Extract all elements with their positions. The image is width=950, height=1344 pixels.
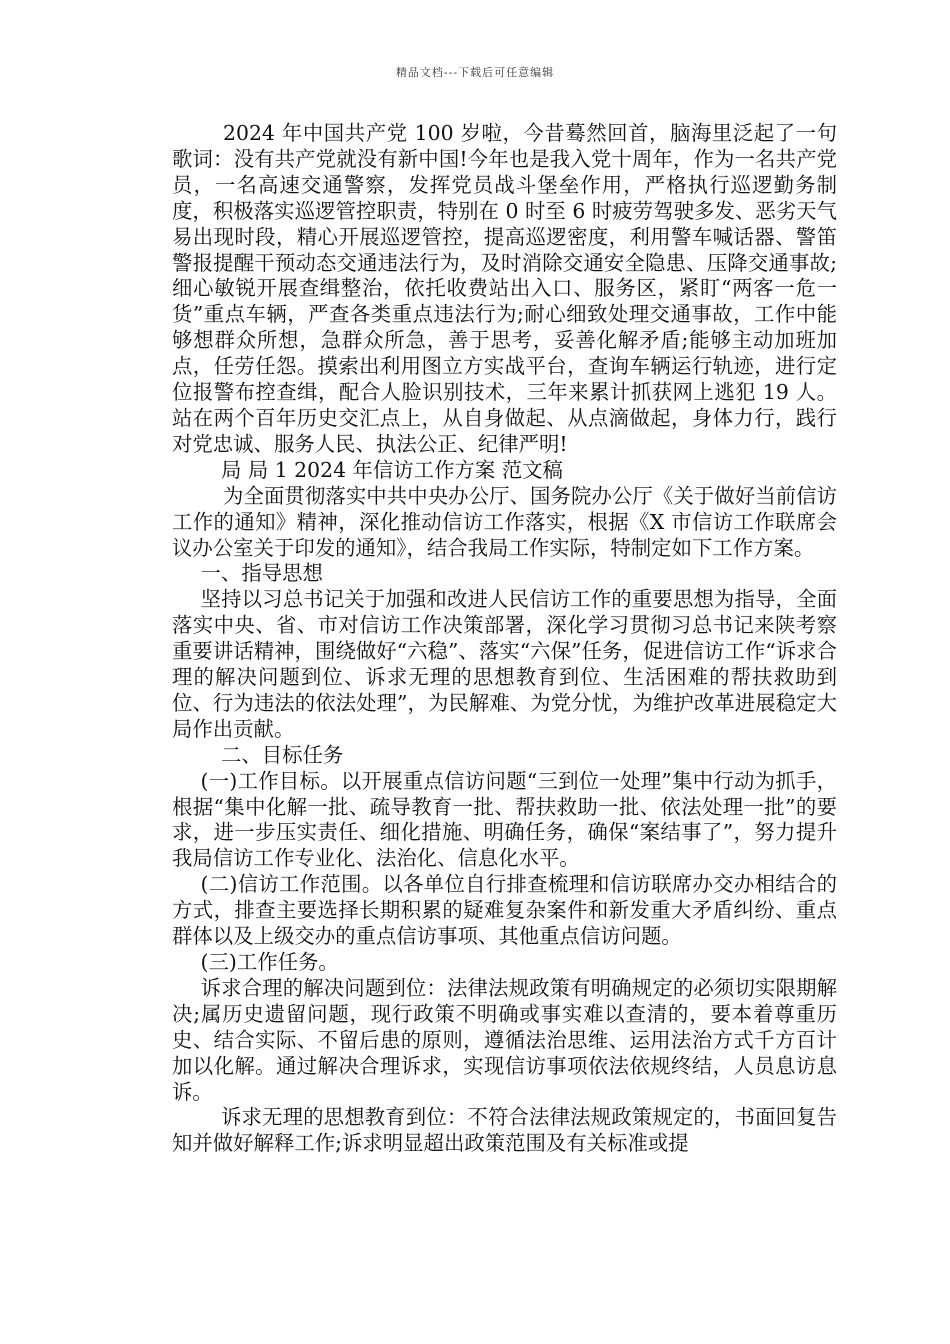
paragraph: (二)信访工作范围。以各单位自行排查梳理和信访联席办交办相结合的方式，排查主要选择长期积累的疑难复杂案件和新发重大矛盾纠纷、重点群体以及上级交办的重点信访事项、其他重点信访问题。 bbox=[172, 872, 837, 949]
page-header: 精品文档---下载后可任意编辑 bbox=[395, 66, 555, 79]
paragraph: 二、目标任务 bbox=[220, 742, 344, 767]
paragraph: 一、指导思想 bbox=[200, 561, 323, 586]
paragraph: 诉求合理的解决问题到位：法律法规政策有明确规定的必须切实限期解决;属历史遗留问题，现行政策不明确或事实难以查清的，要本着尊重历史、结合实际、不留后患的原则，遵循法治思维、运用法治方式千方百计加以化解。通过解决合理诉求，实现信访事项依法依规终结，人员息访息诉。 bbox=[172, 975, 837, 1104]
paragraph: 2024 年中国共产党 100 岁啦，今昔蓦然回首，脑海里泛起了一句歌词：没有共产党就没有新中国!今年也是我入党十周年，作为一名共产党员，一名高速交通警察，发挥党员战斗堡垒作用，严格执行巡逻勤务制度，积极落实巡逻管控职责，特别在 0 时至 6 时疲劳驾驶多发、恶劣天气易出现时段，精心开展巡逻管控，提高巡逻密度，利用警车喊话器、警笛警报提醒干预动态交通违法行为，及时消除交通安全隐患、压降交通事故;细心敏锐开展查缉整治，依托收费站出入口、服务区，紧盯“两客一危一货”重点车辆，严查各类重点违法行为;耐心细致处理交通事故，工作中能够想群众所想，急群众所急，善于思考，妥善化解矛盾;能够主动加班加点，任劳任怨。摸索出利用图立方实战平台，查询车辆运行轨迹，进行定位报警布控查缉，配合人脸识别技术，三年来累计抓获网上逃犯 19 人。站在两个百年历史交汇点上，从自身做起、从点滴做起，身体力行，践行对党忠诚、服务人民、执法公正、纪律严明! bbox=[172, 121, 838, 456]
document-body bbox=[172, 121, 837, 1157]
paragraph: 坚持以习总书记关于加强和改进人民信访工作的重要思想为指导，全面落实中央、省、市对信访工作决策部署，深化学习贯彻习总书记来陕考察重要讲话精神，围绕做好“六稳”、落实“六保”任务，促进信访工作“诉求合理的解决问题到位、诉求无理的思想教育到位、生活困难的帮扶救助到位、行为违法的依法处理”，为民解难、为党分忧，为维护改革进展稳定大局作出贡献。 bbox=[172, 587, 837, 741]
paragraph: 诉求无理的思想教育到位：不符合法律法规政策规定的，书面回复告知并做好解释工作;诉求明显超出政策范围及有关标准或提 bbox=[172, 1105, 837, 1156]
paragraph: 局 局 1 2024 年信访工作方案 范文稿 bbox=[220, 457, 563, 482]
paragraph: 为全面贯彻落实中共中央办公厅、国务院办公厅《关于做好当前信访工作的通知》精神，深化推动信访工作落实，根据《X 市信访工作联席会议办公室关于印发的通知》，结合我局工作实际，特制定如下工作方案。 bbox=[172, 483, 837, 560]
paragraph: (三)工作任务。 bbox=[200, 950, 339, 974]
paragraph: (一)工作目标。以开展重点信访问题“三到位一处理”集中行动为抓手，根据“集中化解一批、疏导教育一批、帮扶救助一批、依法处理一批”的要求，进一步压实责任、细化措施、明确任务，确保“案结事了”，努力提升我局信访工作专业化、法治化、信息化水平。 bbox=[172, 768, 837, 871]
